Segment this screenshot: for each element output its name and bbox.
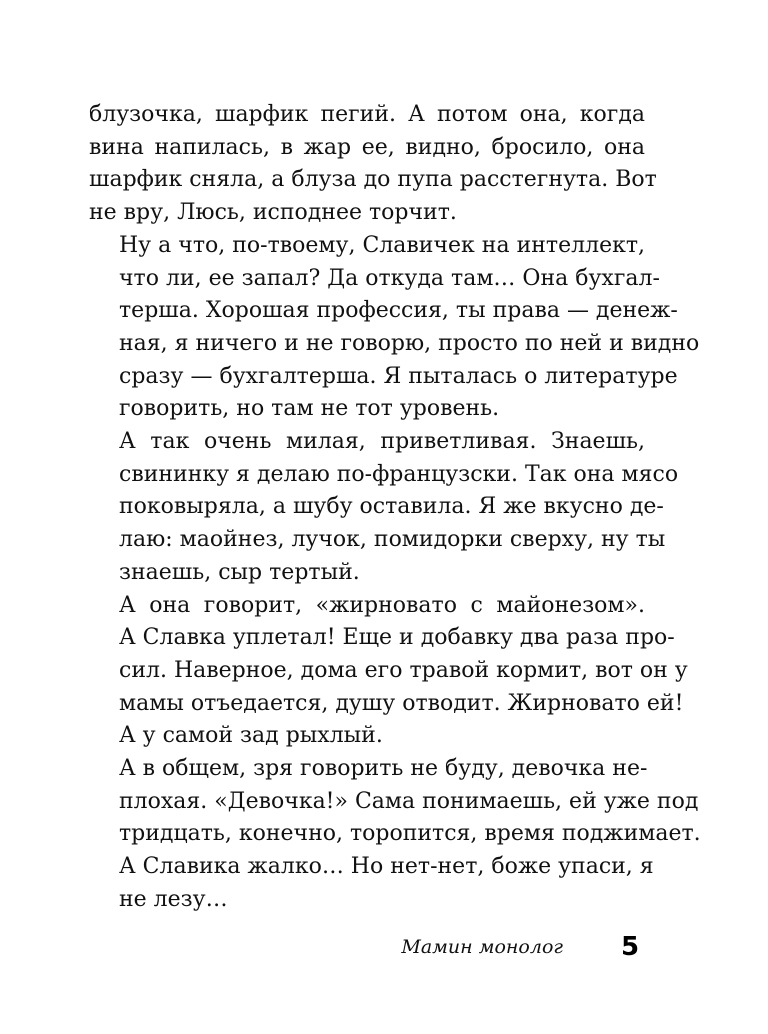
text-line: сил. Наверное, дома его травой кормит, вот он у xyxy=(119,657,688,683)
text-line: А в общем, зря говорить не буду, девочка не- xyxy=(119,756,648,782)
text-line: А Славка уплетал! Еще и добавку два раза про- xyxy=(119,625,675,651)
text-line: мамы отъедается, душу отводит. Жирновато ей! xyxy=(119,690,684,716)
running-title: Мамин монолог xyxy=(401,936,563,958)
text-line: А так очень милая, приветливая. Знаешь, xyxy=(119,429,645,455)
text-line: ная, я ничего и не говорю, просто по ней и видно xyxy=(119,330,700,356)
body-text xyxy=(89,99,701,917)
text-line: шарфик сняла, а блуза до пупа расстегнута. Вот xyxy=(89,167,657,193)
text-line: не вру, Люсь, исподнее торчит. xyxy=(89,200,457,226)
text-line: свининку я делаю по-французски. Так она мясо xyxy=(119,461,679,487)
text-line: плохая. «Девочка!» Сама понимаешь, ей уже под xyxy=(119,788,699,814)
text-line: лаю: маойнез, лучок, помидорки сверху, ну ты xyxy=(119,527,666,553)
paragraph xyxy=(89,426,679,590)
text-line: говорить, но там не тот уровень. xyxy=(119,396,500,422)
text-line: сразу — бухгалтерша. Я пыталась о литературе xyxy=(119,363,678,389)
text-line: поковыряла, а шубу оставила. Я же вкусно де- xyxy=(119,494,664,520)
text-line: А у самой зад рыхлый. xyxy=(119,723,383,749)
paragraph xyxy=(89,753,701,851)
paragraph xyxy=(89,851,654,916)
paragraph xyxy=(89,590,688,754)
paragraph xyxy=(89,230,700,426)
text-line: тридцать, конечно, торопится, время поджимает. xyxy=(119,821,701,847)
text-line: что ли, ее запал? Да откуда там… Она бухгал- xyxy=(119,265,660,291)
page-number: 5 xyxy=(621,932,640,962)
text-line: А она говорит, «жирновато с майонезом». xyxy=(119,592,645,618)
page-footer xyxy=(0,934,768,964)
text-line: терша. Хорошая профессия, ты права — денеж- xyxy=(119,298,678,324)
text-line: вина напилась, в жар ее, видно, бросило, она xyxy=(89,134,645,160)
text-line: не лезу… xyxy=(119,886,228,912)
paragraph xyxy=(89,99,657,230)
text-line: Ну а что, по-твоему, Славичек на интеллект, xyxy=(119,232,645,258)
text-line: А Славика жалко… Но нет-нет, боже упаси, я xyxy=(119,854,654,880)
text-line: блузочка, шарфик пегий. А потом она, когда xyxy=(89,102,645,127)
text-line: знаешь, сыр тертый. xyxy=(119,559,360,585)
